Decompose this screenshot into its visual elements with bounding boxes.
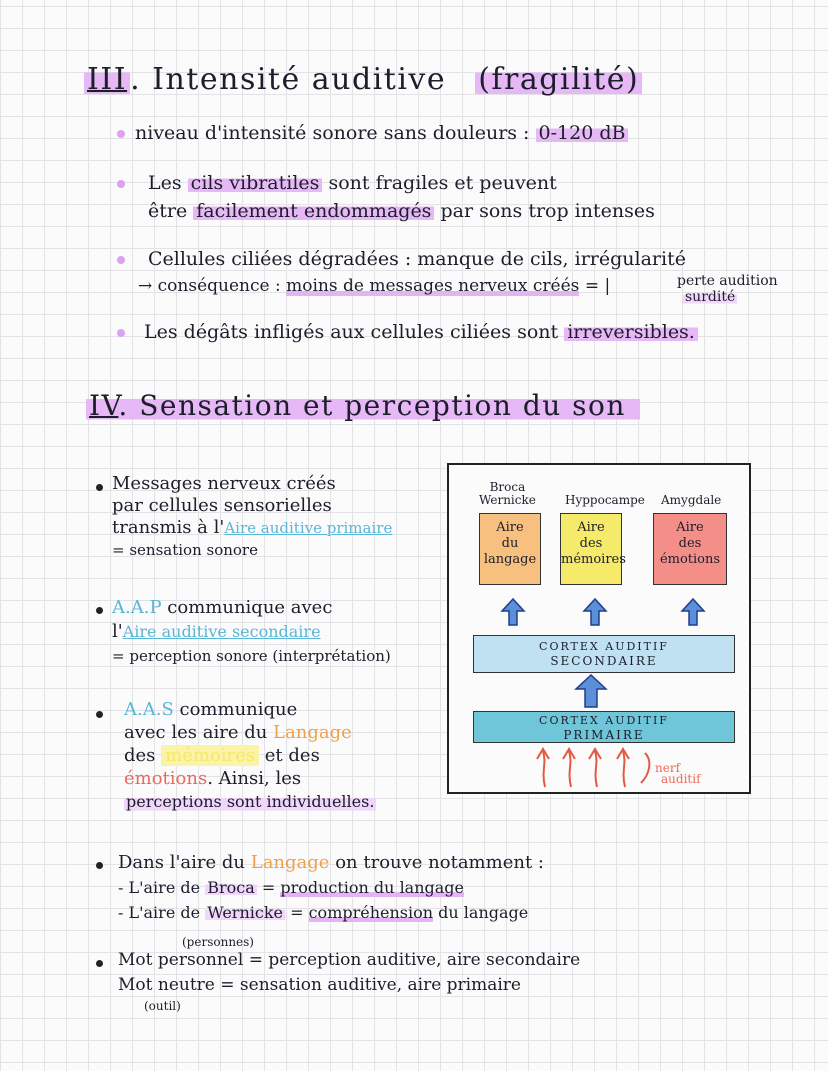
bullet-dot xyxy=(96,484,103,491)
s3-b3-result-2: surdité xyxy=(685,289,736,305)
s4-p2-text: l' xyxy=(112,621,123,642)
section4-number: IV xyxy=(89,389,119,422)
s4-p4-production: production du langage xyxy=(280,878,465,897)
s3-b4-text: Les dégâts infligés aux cellules ciliées sont xyxy=(144,321,559,343)
s4-p3-line: perceptions sont individuelles. xyxy=(126,792,375,811)
s4-p5-line: Mot personnel = perception auditive, aire secondaire xyxy=(118,950,581,970)
nerve-arrow xyxy=(537,749,549,787)
section4-heading-highlight xyxy=(86,389,640,422)
s3-b1-text: niveau d'intensité sonore sans douleurs : xyxy=(135,122,530,144)
s3-b2-text: sont fragiles et peuvent xyxy=(328,172,557,194)
s4-p3-text: avec les aire du xyxy=(124,722,268,743)
s3-bullet-2-line2 xyxy=(148,200,655,222)
s4-p2 xyxy=(112,596,391,668)
s4-p4-langage: Langage xyxy=(250,852,330,873)
section3-title: . Intensité auditive xyxy=(130,62,447,97)
band-line: CORTEX AUDITIF xyxy=(539,714,669,727)
s4-p2-line: = perception sonore (interprétation) xyxy=(112,647,391,665)
diagram-label-hyppocampe: Hyppocampe xyxy=(565,493,645,507)
s4-p3-text: communique xyxy=(179,699,298,720)
bullet-dot xyxy=(117,130,125,138)
s3-b3-text: → conséquence : xyxy=(138,276,281,296)
s4-p1 xyxy=(112,473,392,561)
s3-bullet-3-result xyxy=(677,273,778,305)
s4-p1-text: transmis à l' xyxy=(112,517,225,538)
s4-p3-memoires: mémoires xyxy=(161,745,259,766)
s4-p1-line xyxy=(112,517,392,539)
bullet-dot xyxy=(96,960,103,967)
s4-p4-text: on trouve notamment : xyxy=(335,852,544,873)
nerve-arrow xyxy=(589,749,601,787)
s3-bullet-4 xyxy=(144,321,698,343)
section3-number: III xyxy=(84,62,130,97)
box-line: émotions xyxy=(659,552,721,567)
s3-b3-result-1: perte audition xyxy=(677,273,778,289)
diagram-label-amygdale: Amygdale xyxy=(661,493,722,507)
s3-bullet-3-line1: Cellules ciliées dégradées : manque de cils, irrégularité xyxy=(148,248,686,270)
s4-p3 xyxy=(124,698,376,813)
nerve-curve xyxy=(641,753,649,783)
diagram-label-nerf-auditif xyxy=(655,763,701,785)
s4-p4-text: = xyxy=(261,878,276,897)
diagram-label-broca: Broca xyxy=(489,480,526,494)
box-line: des xyxy=(678,536,702,551)
box-line: Aire xyxy=(496,520,524,535)
band-line: PRIMAIRE xyxy=(563,728,645,742)
s3-bullet-3-line2 xyxy=(138,275,610,297)
section3-subtitle: (fragilité) xyxy=(475,62,642,97)
box-line: Aire xyxy=(676,520,704,535)
s4-p2-aap: A.A.P xyxy=(112,597,162,618)
s4-p3-langage: Langage xyxy=(273,722,352,743)
bullet-dot xyxy=(96,607,103,614)
s4-p1-line: par cellules sensorielles xyxy=(112,495,332,516)
s4-p4-text: Dans l'aire du xyxy=(118,852,246,873)
s4-p2-text: communique avec xyxy=(167,597,333,618)
nerve-label-2: auditif xyxy=(661,772,701,786)
s4-p2-aas: Aire auditive secondaire xyxy=(122,622,321,641)
bullet-dot xyxy=(117,180,125,188)
s4-p5 xyxy=(118,948,580,998)
s3-bullet-1 xyxy=(135,122,628,144)
s4-p4-comprehension: compréhension xyxy=(308,903,434,922)
box-line: Aire xyxy=(577,520,605,535)
s4-p4-text: - L'aire de xyxy=(118,903,201,922)
s4-p3-text: des xyxy=(124,745,156,766)
s3-b2-text: être xyxy=(148,200,188,222)
s4-p4-broca: Broca xyxy=(207,878,255,897)
box-line: des xyxy=(579,536,603,551)
bullet-dot xyxy=(96,862,103,869)
s4-p3-text: . Ainsi, les xyxy=(207,768,302,789)
s4-p4-text: = xyxy=(290,903,304,922)
box-line: du xyxy=(501,536,519,551)
s4-p1-line: = sensation sonore xyxy=(112,541,258,559)
s3-b2-highlight: facilement endommagés xyxy=(193,200,434,222)
s4-p4 xyxy=(118,850,544,925)
s3-b4-highlight: irreversibles. xyxy=(564,321,698,343)
s4-p5-note-personnes: (personnes) xyxy=(182,935,254,949)
section4-title: . Sensation et perception du son xyxy=(118,389,626,422)
s3-b2-highlight: cils vibratiles xyxy=(188,172,323,194)
s3-b1-value: 0-120 dB xyxy=(536,122,629,144)
s4-p3-text: et des xyxy=(264,745,320,766)
s3-b3-text: = | xyxy=(584,276,611,296)
nerve-arrow xyxy=(617,749,629,787)
s4-p5-line: Mot neutre = sensation auditive, aire primaire xyxy=(118,975,521,995)
s3-b2-text: Les xyxy=(148,172,182,194)
s4-p1-aap: Aire auditive primaire xyxy=(224,519,393,537)
nerve-label-1: nerf xyxy=(655,761,681,775)
s4-p1-line: Messages nerveux créés xyxy=(112,473,336,494)
box-line: langage xyxy=(483,552,537,567)
s4-p4-text: - L'aire de xyxy=(118,878,201,897)
auditory-cortex-diagram xyxy=(447,463,751,794)
red-nerve-arrows xyxy=(449,465,749,792)
s3-bullet-2-line1 xyxy=(148,172,557,194)
diagram-label-wernicke: Wernicke xyxy=(479,493,536,507)
s3-b2-text: par sons trop intenses xyxy=(440,200,655,222)
band-line: CORTEX AUDITIF xyxy=(539,640,669,653)
s4-p5-note-outil: (outil) xyxy=(144,999,181,1013)
s4-p3-emotions: émotions xyxy=(124,768,208,789)
s4-p3-aas: A.A.S xyxy=(124,699,174,720)
section4-heading xyxy=(86,389,640,422)
bullet-dot xyxy=(117,256,125,264)
s3-b3-underlined: moins de messages nerveux créés xyxy=(286,276,580,296)
bullet-dot xyxy=(96,711,103,718)
s4-p4-wernicke: Wernicke xyxy=(207,903,283,922)
bullet-dot xyxy=(117,329,125,337)
box-line: mémoires xyxy=(561,552,626,567)
nerve-arrow xyxy=(563,749,575,787)
section3-heading xyxy=(84,62,642,97)
band-line: SECONDAIRE xyxy=(550,654,658,668)
s4-p4-text: du langage xyxy=(438,903,529,922)
